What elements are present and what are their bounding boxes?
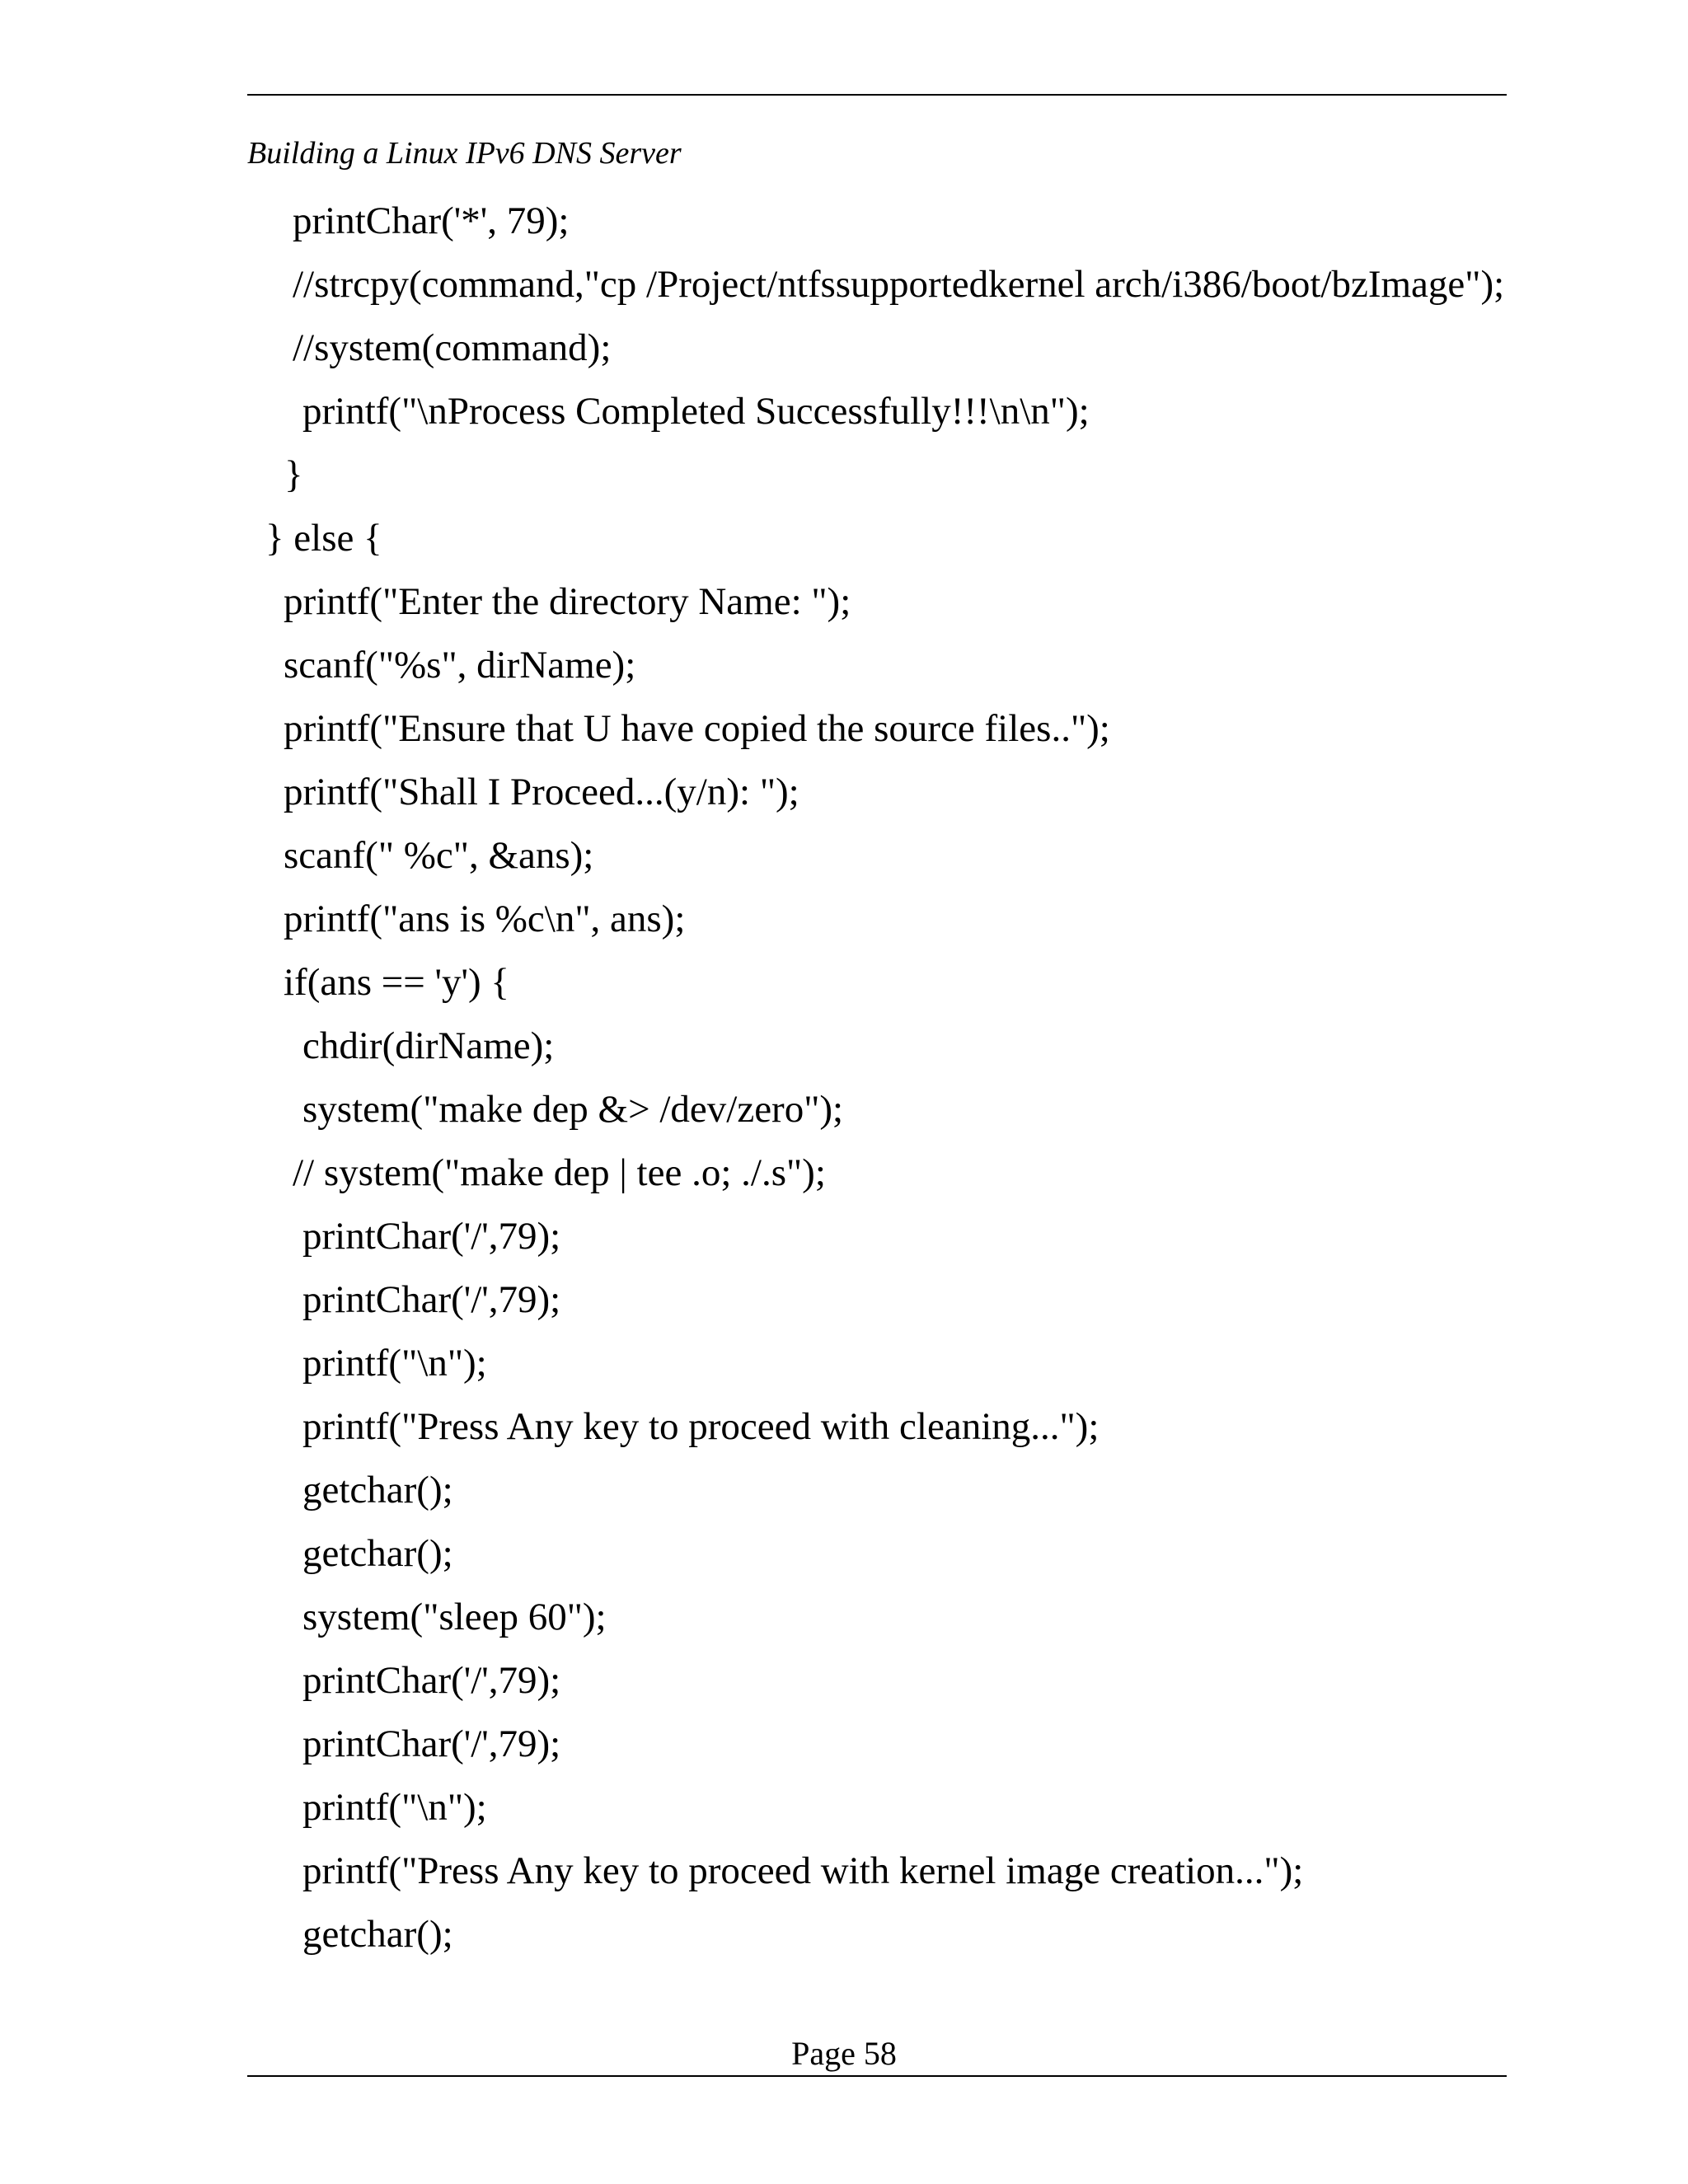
code-line: system("make dep &> /dev/zero"); [302, 1088, 844, 1131]
code-line: printf("\nProcess Completed Successfully!!!\n\n"); [302, 390, 1090, 433]
code-line: } [284, 453, 303, 496]
code-line: printf("ans is %c\n", ans); [284, 898, 686, 940]
footer-rule [247, 2075, 1507, 2077]
code-line: //strcpy(command,"cp /Project/ntfssupportedkernel arch/i386/boot/bzImage"); [293, 263, 1505, 306]
code-line: printChar('/',79); [302, 1659, 561, 1702]
code-line: printf("\n"); [302, 1342, 487, 1385]
code-line: printf("Ensure that U have copied the source files.."); [284, 707, 1110, 750]
code-line: chdir(dirName); [302, 1024, 555, 1067]
code-line: printf("\n"); [302, 1786, 487, 1829]
code-line: if(ans == 'y') { [284, 961, 509, 1004]
page-number: Page 58 [791, 2035, 897, 2072]
code-line: printf("Shall I Proceed...(y/n): "); [284, 771, 799, 813]
code-line: getchar(); [302, 1532, 453, 1575]
code-line: printf("Press Any key to proceed with cleaning..."); [302, 1405, 1100, 1448]
code-line: //system(command); [293, 326, 612, 369]
code-line: scanf(" %c", &ans); [284, 834, 594, 877]
code-line: } else { [265, 517, 382, 560]
code-line: printf("Enter the directory Name: "); [284, 580, 851, 623]
code-line: scanf("%s", dirName); [284, 644, 636, 687]
code-line: printChar('/',79); [302, 1722, 561, 1765]
code-line: printChar('/',79); [302, 1278, 561, 1321]
code-line: printChar('/',79); [302, 1215, 561, 1258]
code-line: getchar(); [302, 1469, 453, 1511]
code-line: // system("make dep | tee .o; ./.s"); [293, 1151, 826, 1194]
code-line: printf("Press Any key to proceed with kernel image creation..."); [302, 1849, 1304, 1892]
code-line: printChar('*', 79); [293, 199, 570, 242]
code-line: system("sleep 60"); [302, 1596, 607, 1638]
code-line: getchar(); [302, 1913, 453, 1956]
running-header-title: Building a Linux IPv6 DNS Server [247, 136, 682, 171]
